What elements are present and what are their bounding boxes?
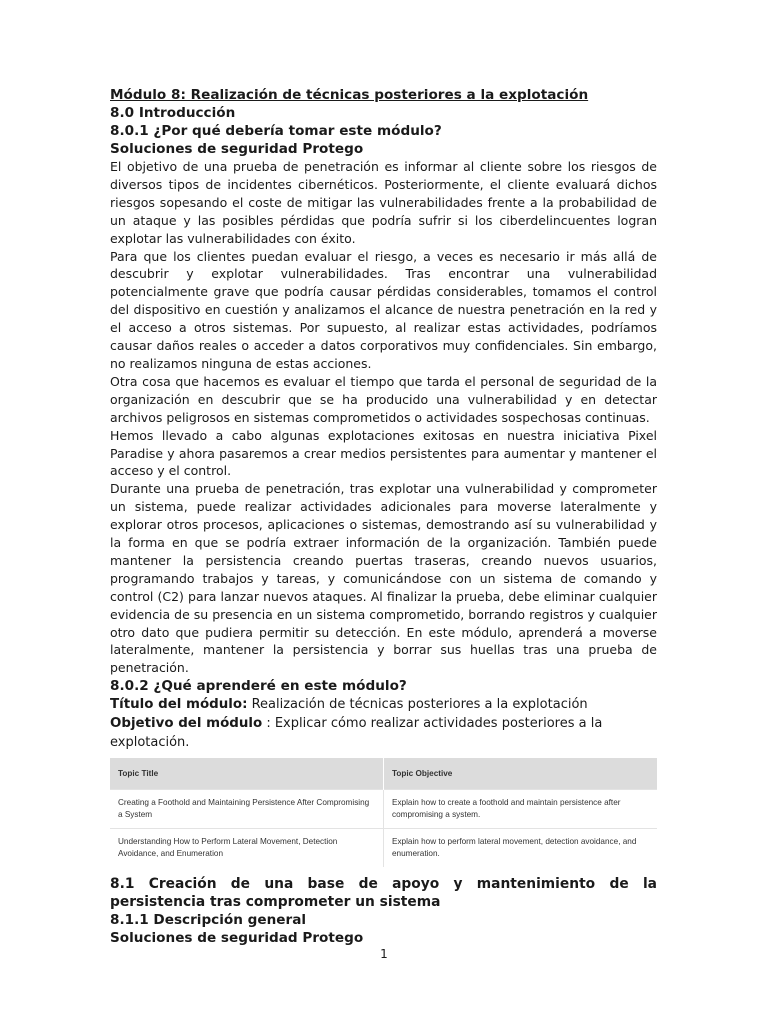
module-objective-line bbox=[110, 714, 657, 752]
module-objective-label: Objetivo del módulo bbox=[110, 716, 263, 732]
table-cell: Understanding How to Perform Lateral Movement, Detection Avoidance, and Enumeration bbox=[110, 829, 384, 868]
table-cell: Creating a Foothold and Maintaining Persistence After Compromising a System bbox=[110, 790, 384, 829]
paragraph-3: Otra cosa que hacemos es evaluar el tiempo que tarda el personal de seguridad de la organización en descubrir que se ha producido una vulnerabilidad y en detectar archivos peligrosos en sistemas comprometidos o actividades sospechosas continuas. bbox=[110, 373, 657, 425]
table-header-row bbox=[110, 758, 657, 790]
document-content bbox=[110, 86, 657, 947]
module-title: Módulo 8: Realización de técnicas posteriores a la explotación bbox=[110, 87, 589, 103]
paragraph-4: Hemos llevado a cabo algunas explotaciones exitosas en nuestra iniciativa Pixel Paradise y ahora pasaremos a crear medios persistentes para aumentar y mantener el acceso y el control. bbox=[110, 427, 657, 479]
company-heading-2: Soluciones de seguridad Protego bbox=[110, 930, 364, 947]
table-header-cell: Topic Title bbox=[110, 758, 384, 790]
module-title-line bbox=[110, 695, 657, 714]
section-heading-intro: 8.0 Introducción bbox=[110, 105, 236, 121]
page-number: 1 bbox=[380, 947, 388, 961]
paragraph-2: Para que los clientes puedan evaluar el riesgo, a veces es necesario ir más allá de descubrir y explotar vulnerabilidades. Tras encontrar una vulnerabilidad potencialmente grave que podría causar pérdidas considerables, tomamos el control del dispositivo en cuestión y analizamos el alcance de nuestra penetración en la red y el acceso a otros sistemas. Por supuesto, al realizar estas actividades, podríamos causar daños reales o acceder a datos corporativos muy confidenciales. Sin embargo, no realizamos ninguna de estas acciones. bbox=[110, 248, 657, 371]
paragraph-5: Durante una prueba de penetración, tras explotar una vulnerabilidad y comprometer un sistema, puede realizar actividades adicionales para moverse lateralmente y explorar otros procesos, aplicaciones o sistemas, demostrando así su vulnerabilidad y la forma en que se podría extraer información de la organización. También puede mantener la persistencia creando puertas traseras, creando nuevos usuarios, programando trabajos y tareas, y comunicándose con un sistema de comando y control (C2) para lanzar nuevos ataques. Al finalizar la prueba, debe eliminar cualquier evidencia de su presencia en un sistema comprometido, borrando registros y cualquier otro dato que pudiera permitir su detección. En este módulo, aprenderá a moverse lateralmente, mantener la persistencia y borrar sus huellas tras una prueba de penetración. bbox=[110, 481, 657, 676]
topics-table bbox=[110, 758, 657, 867]
table-cell: Explain how to perform lateral movement, detection avoidance, and enumeration. bbox=[384, 829, 658, 868]
company-heading: Soluciones de seguridad Protego bbox=[110, 141, 364, 157]
table-cell: Explain how to create a foothold and maintain persistence after compromising a system. bbox=[384, 790, 658, 829]
module-objective-value: : Explicar cómo realizar actividades posteriores a la explotación. bbox=[110, 716, 603, 751]
section-heading-8-1: 8.1 Creación de una base de apoyo y mantenimiento de la persistencia tras comprometer un sistema bbox=[110, 876, 657, 911]
table-row bbox=[110, 829, 657, 868]
module-title-value: Realización de técnicas posteriores a la explotación bbox=[247, 697, 588, 713]
section-heading-why: 8.0.1 ¿Por qué debería tomar este módulo? bbox=[110, 123, 442, 139]
paragraph-1: El objetivo de una prueba de penetración es informar al cliente sobre los riesgos de diversos tipos de incidentes cibernéticos. Posteriormente, el cliente evaluará dichos riesgos sopesando el coste de mitigar las vulnerabilidades frente a la probabilidad de un ataque y las posibles pérdidas que podría sufrir si los ciberdelincuentes logran explotar las vulnerabilidades con éxito. bbox=[110, 159, 657, 246]
table-row bbox=[110, 790, 657, 829]
section-heading-learn: 8.0.2 ¿Qué aprenderé en este módulo? bbox=[110, 678, 407, 695]
table-header-cell: Topic Objective bbox=[384, 758, 658, 790]
section-heading-8-1-1: 8.1.1 Descripción general bbox=[110, 912, 307, 929]
module-title-label: Título del módulo: bbox=[110, 697, 248, 713]
